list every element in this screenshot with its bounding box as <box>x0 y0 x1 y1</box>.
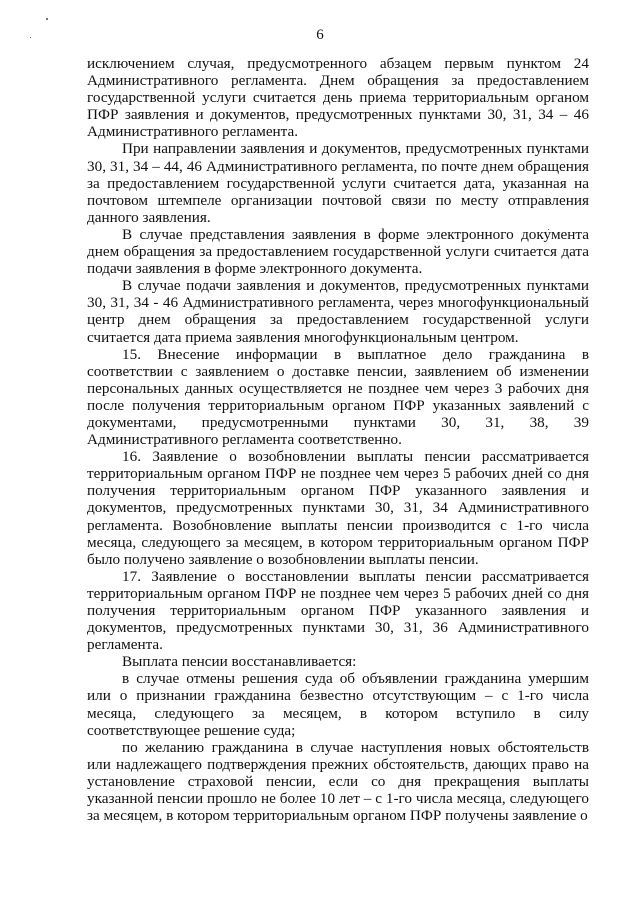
page-number: 6 <box>316 27 324 43</box>
paragraph-continuation: исключением случая, предусмотренного абзацем первым пунктом 24 Административного регламента. Днем обращения за предоставлением государственной услуги считается день приема территориальным органом ПФР заявления и документов, предусмотренных пунктами 30, 31, 34 – 46 Административного регламента. <box>87 55 589 141</box>
paragraph-item-17: 17. Заявление о восстановлении выплаты пенсии рассматривается территориальным органом ПФР не позднее чем через 5 рабочих дней со дня получения территориальным органом ПФР указанного заявления и документов, предусмотренных пунктами 30, 31, 36 Административного регламента. <box>87 567 589 654</box>
paragraph-citizen-request: по желанию гражданина в случае наступления новых обстоятельств или надлежащего подтверждения прежних обстоятельств, дающих право на установление страховой пенсии, если со дня прекращения выплаты указанной пенсии прошло не более 10 лет – с 1-го числа месяца, следующего за месяцем, в котором территориальным органом ПФР получены заявление о <box>87 738 589 825</box>
paragraph-mfc-submission: В случае подачи заявления и документов, предусмотренных пунктами 30, 31, 34 - 46 Административного регламента, через многофункциональный центр днем обращения за предоставлением государственной услуги считается дата приема заявления многофункциональным центром. <box>87 277 589 346</box>
paragraph-court-decision: в случае отмены решения суда об объявлении гражданина умершим или о признании гражданина безвестно отсутствующим – с 1-го числа месяца, следующего за месяцем, в котором вступило в силу соответствующее решение суда; <box>87 670 589 739</box>
paragraph-mail-submission: При направлении заявления и документов, предусмотренных пунктами 30, 31, 34 – 44, 46 Административного регламента, по почте днем обращения за предоставлением государственной услуги считается дата, указанная на почтовом штемпеле организации почтовой связи по месту отправления данного заявления. <box>87 140 589 226</box>
paragraph-electronic-submission: В случае представления заявления в форме электронного документа днем обращения за предоставлением государственной услуги считается дата подачи заявления в форме электронного документа. <box>87 225 589 278</box>
scan-speck <box>46 18 48 20</box>
paragraph-restoration-intro: Выплата пенсии восстанавливается: <box>122 653 357 671</box>
paragraph-item-16: 16. Заявление о возобновлении выплаты пенсии рассматривается территориальным органом ПФР не позднее чем через 5 рабочих дней со дня получения территориальным органом ПФР указанного заявления и документов, предусмотренных пунктами 30, 31, 34 Административного регламента. Возобновление выплаты пенсии производится с 1-го числа месяца, следующего за месяцем, в котором территориальным органом ПФР было получено заявление о возобновлении выплаты пенсии. <box>87 448 589 568</box>
document-body <box>87 55 589 824</box>
paragraph-item-15: 15. Внесение информации в выплатное дело гражданина в соответствии с заявлением о доставке пенсии, заявлением об изменении персональных данных осуществляется не позднее чем через 3 рабочих дня после получения территориальным органом ПФР указанных заявлений с документами, предусмотренными пунктами 30, 31, 38, 39 Административного регламента соответственно. <box>87 345 589 449</box>
